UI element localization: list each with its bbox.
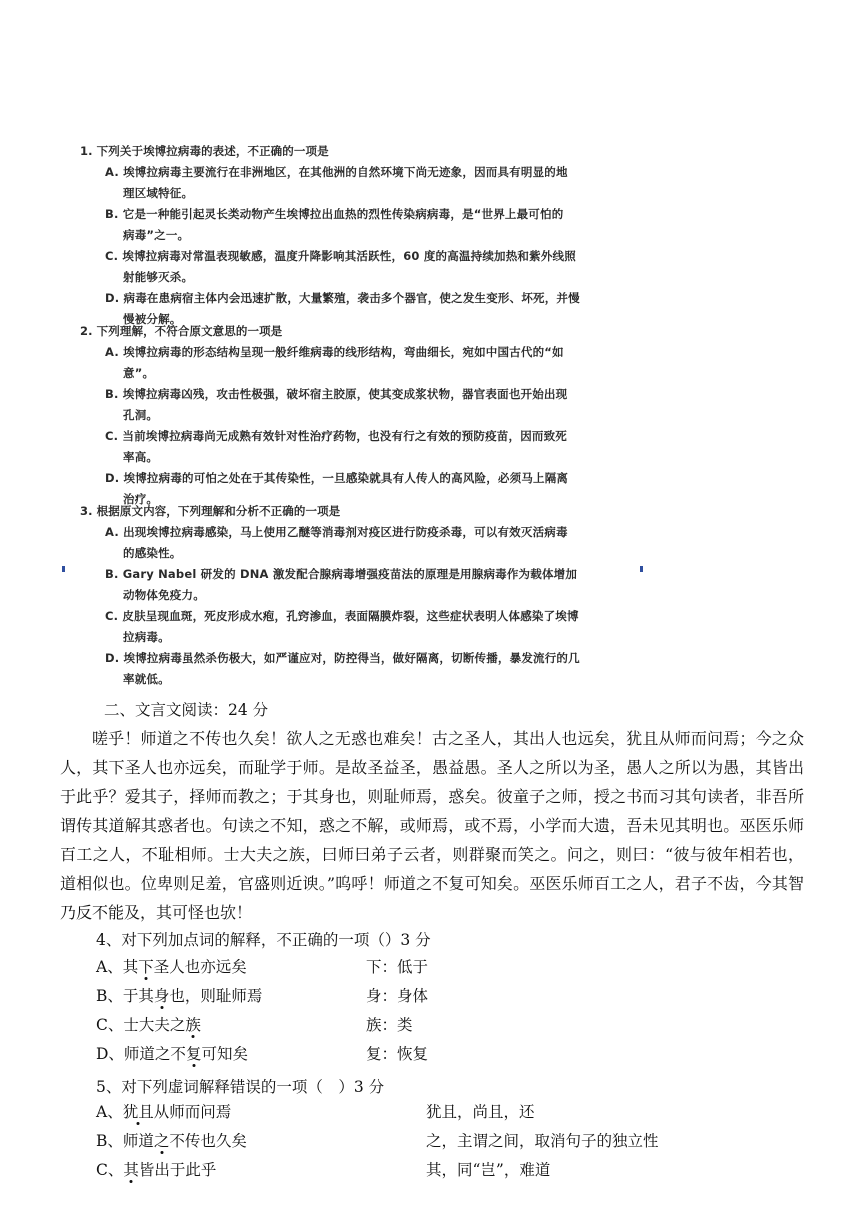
q4-option-b: B、于其身也，则耻师焉 [96,987,263,1005]
q1-stem: 1. 下列关于埃博拉病毒的表述，不正确的一项是 [80,144,329,158]
q4-option-c: C、士大夫之族 [96,1016,201,1034]
q2-option-c: C. 当前埃博拉病毒尚无成熟有效针对性治疗药物，也没有行之有效的预防疫苗，因而致死 率高。 [105,429,568,464]
scanned-questions [70,136,650,696]
passage: 嗟乎！师道之不传也久矣！欲人之无惑也难矣！古之圣人，其出人也远矣，犹且从师而问焉；今之众人，其下圣人也亦远矣，而耻学于师。是故圣益圣，愚益愚。圣人之所以为圣，愚人之所以为愚，其皆出于此乎？爱其子，择师而教之；于其身也，则耻师焉，惑矣。彼童子之师，授之书而习其句读者，非吾所谓传其道解其惑者也。句读之不知，惑之不解，或师焉，或不焉，小学而大遗，吾未见其明也。巫医乐师百工之人，不耻相师。士大夫之族，曰师曰弟子云者，则群聚而笑之。问之，则曰：“彼与彼年相若也，道相似也。位卑则足羞，官盛则近谀。”呜呼！师道之不复可知矣。巫医乐师百工之人，君子不齿，今其智乃反不能及，其可怪也欤！ [60,729,804,922]
q3-stem: 3. 根据原文内容，下列理解和分析不正确的一项是 [80,504,341,518]
q5-stem: 5、对下列虚词解释错误的一项（ ）3 分 [96,1078,385,1096]
left-crop-mark [62,566,65,572]
q2-stem: 2. 下列理解，不符合原文意思的一项是 [80,324,283,338]
q5-answer-a: 犹且，尚且，还 [426,1103,535,1121]
q3-option-d: D. 埃博拉病毒虽然杀伤极大，如严谨应对，防控得当，做好隔离，切断传播，暴发流行的几 率就低。 [105,651,580,686]
q5-answer-b: 之，主谓之间，取消句子的独立性 [426,1132,659,1150]
q4-answer-a: 下：低于 [366,958,429,976]
dotted-word: 身 [153,987,170,1005]
q4-answer-b: 身：身体 [366,987,429,1005]
q3-option-a: A. 出现埃博拉病毒感染，马上使用乙醚等消毒剂对疫区进行防疫杀毒，可以有效灭活病毒 的感染性。 [105,525,568,560]
q4-answer-d: 复：恢复 [366,1045,429,1063]
q3-option-c: C. 皮肤呈现血斑，死皮形成水疱，孔窍渗血，表面隔膜炸裂，这些症状表明人体感染了埃博 拉病毒。 [105,609,579,644]
q5-option-c: C、其皆出于此乎 [96,1161,217,1179]
right-crop-mark [640,566,643,572]
dotted-word: 其 [123,1161,139,1179]
q1-option-c: C. 埃博拉病毒对常温表现敏感，温度升降影响其活跃性，60 度的高温持续加热和紫外线照 射能够灭杀。 [105,249,576,284]
q4-answer-c: 族：类 [366,1016,413,1034]
dotted-word: 复 [185,1045,202,1063]
dotted-word: 之 [153,1132,170,1150]
dotted-word: 犹且 [122,1103,154,1121]
q4-option-d: D、师道之不复可知矣 [96,1045,248,1063]
q5-option-a: A、犹且从师而问焉 [96,1103,232,1121]
q5-option-b: B、师道之不传也久矣 [96,1132,247,1150]
dotted-word: 下 [138,958,154,976]
q1-option-b: B. 它是一种能引起灵长类动物产生埃博拉出血热的烈性传染病病毒，是“世界上最可怕的 病毒”之一。 [105,207,564,242]
q3-option-b: B. Gary Nabel 研发的 DNA 激发配合腺病毒增强疫苗法的原理是用腺病毒作为载体增加 动物体免疫力。 [105,567,578,602]
q4-stem: 4、对下列加点词的解释，不正确的一项（）3 分 [96,931,431,949]
q2-option-d: D. 埃博拉病毒的可怕之处在于其传染性，一旦感染就具有人传人的高风险，必须马上隔离 治疗。 [105,471,569,506]
q4-option-a: A、其下圣人也亦远矣 [96,958,247,976]
q2-option-a: A. 埃博拉病毒的形态结构呈现一般纤维病毒的线形结构，弯曲细长，宛如中国古代的“如 意”。 [105,345,564,380]
q2-option-b: B. 埃博拉病毒凶残，攻击性极强，破坏宿主胶原，使其变成浆状物，器官表面也开始出现 孔洞。 [105,387,568,422]
q5-answer-c: 其，同“岂”，难道 [426,1161,551,1179]
q1-option-d: D. 病毒在患病宿主体内会迅速扩散，大量繁殖，袭击多个器官，使之发生变形、坏死，并慢 慢被分解。 [105,291,580,326]
dotted-word: 族 [185,1016,201,1034]
section-title: 二、文言文阅读：24 分 [104,701,269,719]
q1-option-a: A. 埃博拉病毒主要流行在非洲地区，在其他洲的自然环境下尚无迹象，因而具有明显的地 理区域特征。 [105,165,568,200]
